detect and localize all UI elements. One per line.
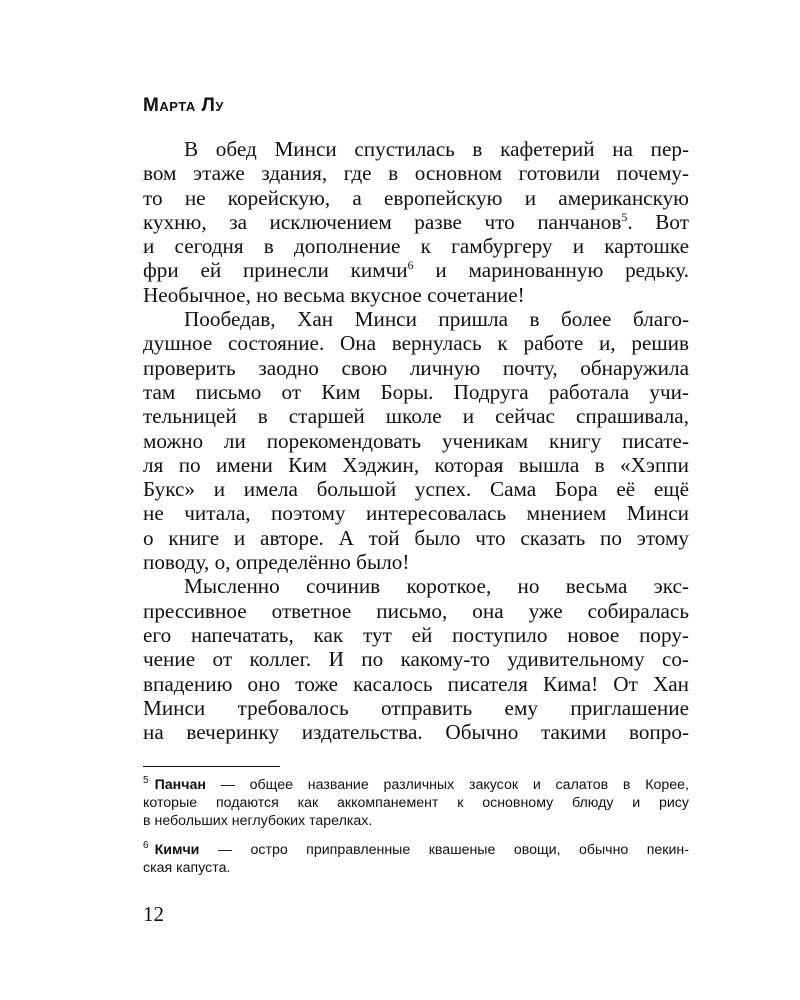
footnote-term: Кимчи — [154, 841, 200, 858]
text-line: не читала, поэтому интересовалась мнением Минси — [143, 501, 689, 526]
running-head: Марта Лу — [143, 95, 224, 116]
footnote-line: в небольших неглубоких тарелках. — [143, 813, 373, 830]
text-line: его напечатать, как тут ей поступило новое пору- — [143, 622, 689, 647]
text-line: ля по имени Ким Хэджин, которая вышла в «Хэппи — [143, 452, 689, 477]
text-line: о книге и авторе. А той было что сказать по этому — [143, 525, 689, 550]
footnote-6 — [143, 841, 689, 877]
text-line: чение от коллег. И по какому-то удивительному со- — [143, 647, 689, 672]
text-line: прессивное ответное письмо, она уже собиралась — [143, 598, 689, 623]
footnote-ref-5[interactable]: 5 — [621, 209, 628, 224]
text-fragment: . Вот — [627, 209, 689, 234]
text-line: вом этаже здания, где в основном готовили почему- — [143, 161, 689, 186]
text-line: В обед Минси спустилась в кафетерий на пер- — [184, 137, 689, 161]
footnotes — [143, 776, 689, 887]
text-line: Минси требовалось отправить ему приглашение — [143, 695, 689, 720]
footnote-5 — [143, 776, 689, 831]
text-line: на вечеринку издательства. Обычно такими вопро- — [143, 720, 689, 745]
text-line: и сегодня в дополнение к гамбургеру и картошке — [143, 234, 689, 259]
text-line: там письмо от Ким Боры. Подруга работала учи- — [143, 379, 689, 404]
text-line: можно ли порекомендовать ученикам книгу писате- — [143, 428, 689, 453]
footnote-line — [143, 776, 689, 794]
main-text — [143, 137, 689, 744]
footnote-line: ская капуста. — [143, 859, 231, 876]
paragraph — [143, 307, 689, 574]
text-fragment: кухню, за исключением разве что панчанов — [143, 209, 622, 234]
text-line: то не корейскую, а европейскую и американскую — [143, 185, 689, 210]
footnote-number: 5 — [143, 775, 149, 787]
footnote-line: которые подаются как аккомпанемент к основному блюду и рису — [143, 795, 689, 812]
footnote-term: Панчан — [154, 777, 206, 793]
text-line: Букс» и имела большой успех. Сама Бора её ещё — [143, 477, 689, 502]
footnote-text: — общее название различных закусок и салатов в Корее, — [205, 777, 689, 793]
text-fragment: и маринованную редьку. — [413, 258, 689, 283]
page-number: 12 — [143, 902, 164, 926]
text-line: Пообедав, Хан Минси пришла в более благо- — [184, 307, 689, 332]
footnote-divider — [143, 766, 280, 767]
text-line: Необычное, но весьма вкусное сочетание! — [143, 282, 525, 307]
footnote-line — [143, 841, 689, 859]
footnote-ref-6[interactable]: 6 — [407, 258, 414, 273]
text-line: проверить заодно свою личную почту, обнаружила — [143, 355, 689, 380]
footnote-text: — остро приправленные квашеные овощи, обычно пекин- — [199, 841, 689, 858]
text-line: поводу, о, определённо было! — [143, 550, 410, 575]
text-fragment: фри ей принесли кимчи — [143, 258, 408, 283]
text-line-with-footnote-ref — [143, 210, 689, 234]
text-line: тельницей в старшей школе и сейчас спрашивала, — [143, 404, 689, 429]
paragraph — [143, 574, 689, 744]
text-line-with-footnote-ref — [143, 258, 689, 282]
footnote-number: 6 — [143, 839, 149, 851]
paragraph — [143, 137, 689, 307]
text-line: впадению оно тоже касалось писателя Кима! От Хан — [143, 671, 689, 696]
text-line: Мысленно сочинив короткое, но весьма экс- — [184, 574, 689, 599]
text-line: душное состояние. Она вернулась к работе и, решив — [143, 331, 689, 356]
